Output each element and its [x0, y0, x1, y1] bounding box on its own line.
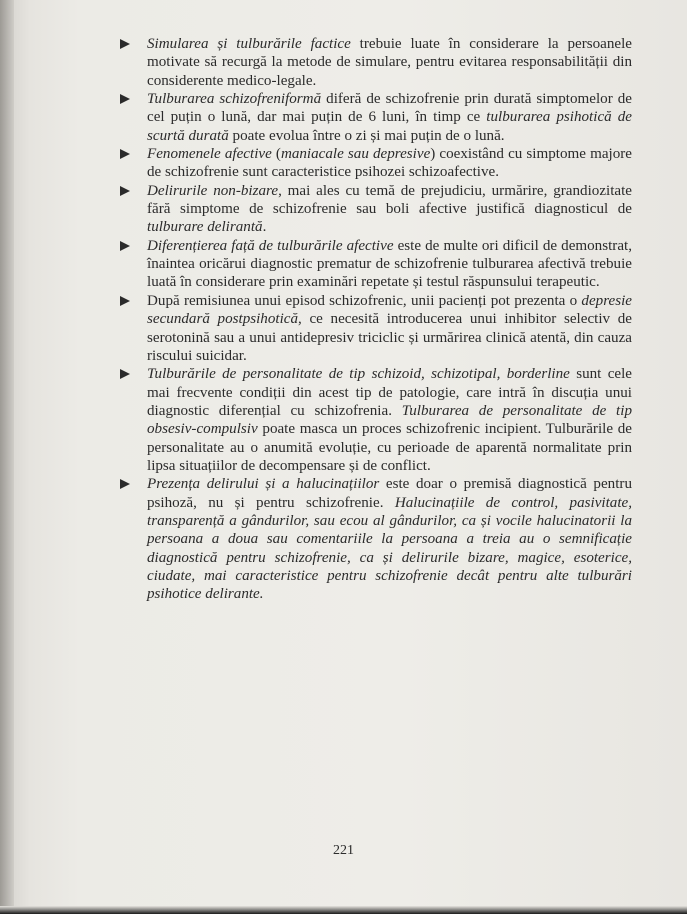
text-segment: tulburare delirantă — [147, 219, 263, 236]
text-segment: Halucinațiile de control, pasivitate, transparență a gândurilor, sau ecou al gândurilor, ca și vocile halucinatorii la persoana a doua sau comentariile la persoana a treia au o semnificație diagnostică pentru schizofrenie, ca și delirurile bizare, magice, esoterice, ciudate, mai caracteristice pentru schizofrenie decât pentru alte tulburări psihotice delirante. — [147, 494, 632, 603]
page-content — [120, 35, 632, 604]
text-segment: După remisiunea unui episod schizofrenic, unii pacienți pot prezenta o — [147, 292, 582, 309]
binding-shadow — [0, 0, 14, 914]
text-segment: tulburarea psihotică de scurtă durată — [147, 109, 632, 144]
text-segment: Tulburarea schizofreniformă — [147, 91, 322, 108]
bullet-item-4 — [120, 182, 632, 237]
text-segment: este de multe ori dificil de demonstrat, înaintea oricărui diagnostic prematur de schizofrenie tulburarea afectivă trebuie luată în considerare prin examinări repetate și testul răspunsului terapeutic. — [147, 237, 632, 291]
text-segment: Prezența delirului și a halucinațiilor — [147, 476, 380, 493]
text-segment: , mai ales cu temă de prejudiciu, urmărire, grandiozitate fără simptome de schizofrenie sau boli afective justifică diagnosticul de — [147, 182, 633, 218]
bullet-item-8 — [120, 475, 632, 603]
text-segment: Tulburarea de personalitate de tip obsesiv-compulsiv — [147, 402, 632, 438]
text-segment: Delirurile non-bizare — [147, 182, 279, 199]
arrow-bullet-icon — [120, 39, 130, 49]
bullet-item-3 — [120, 145, 632, 182]
arrow-bullet-icon — [120, 296, 130, 306]
arrow-bullet-icon — [120, 149, 130, 159]
arrow-bullet-icon — [120, 479, 130, 489]
text-segment: diferă de schizofrenie prin durată simptomelor de cel puțin o lună, dar mai puțin de 6 luni, în timp ce — [147, 91, 632, 126]
text-segment: poate masca un proces schizofrenic incipient. Tulburările de personalitate au o anumită evoluție, cu perioade de aparentă normalitate prin lipsa situațiilor de decompensare și de conflict. — [147, 421, 632, 474]
arrow-bullet-icon — [120, 186, 130, 196]
text-segment: poate evolua între o zi și mai puțin de o lună. — [228, 127, 505, 144]
text-segment: Tulburările de personalitate de tip schizoid, schizotipal, borderline — [147, 366, 570, 383]
text-segment: . — [262, 219, 267, 236]
text-segment: ) coexistând cu simptome majore de schizofrenie sunt caracteristice psihozei schizoafective. — [147, 146, 632, 181]
text-segment: ( — [271, 146, 281, 163]
text-segment: sunt cele mai frecvente condiții din acest tip de patologie, care intră în discuția unui diagnostic diferențial cu schizofrenia. — [147, 366, 632, 419]
text-segment: este doar o premisă diagnostică pentru psihoză, nu și pentru schizofrenie. — [147, 476, 632, 511]
arrow-bullet-icon — [120, 94, 130, 104]
arrow-bullet-icon — [120, 369, 130, 379]
text-segment: Fenomenele afective — [147, 146, 272, 163]
text-segment: Diferențierea față de tulburările afective — [147, 237, 394, 254]
bullet-item-1 — [120, 35, 632, 90]
bullet-item-7 — [120, 365, 632, 475]
bullet-item-2 — [120, 90, 632, 145]
page-number: 221 — [333, 843, 354, 858]
text-segment: Simularea și tulburările factice — [147, 36, 351, 52]
text-segment: maniacale sau depresive — [280, 146, 431, 163]
text-segment: depresie secundară postpsihotică — [147, 292, 632, 328]
bullet-item-6 — [120, 292, 632, 365]
arrow-bullet-icon — [120, 241, 130, 251]
bullet-item-5 — [120, 237, 632, 292]
page-bottom-edge — [0, 906, 687, 914]
text-segment: trebuie luate în considerare la persoanele motivate să recurgă la metode de simulare, pentru evitarea responsabilității din considerente medico-legale. — [147, 36, 632, 89]
text-segment: , ce necesită introducerea unui inhibitor selectiv de serotonină sau a unui antidepresiv triciclic și urmărirea clinică atentă, din cauza riscului suicidar. — [147, 311, 632, 364]
